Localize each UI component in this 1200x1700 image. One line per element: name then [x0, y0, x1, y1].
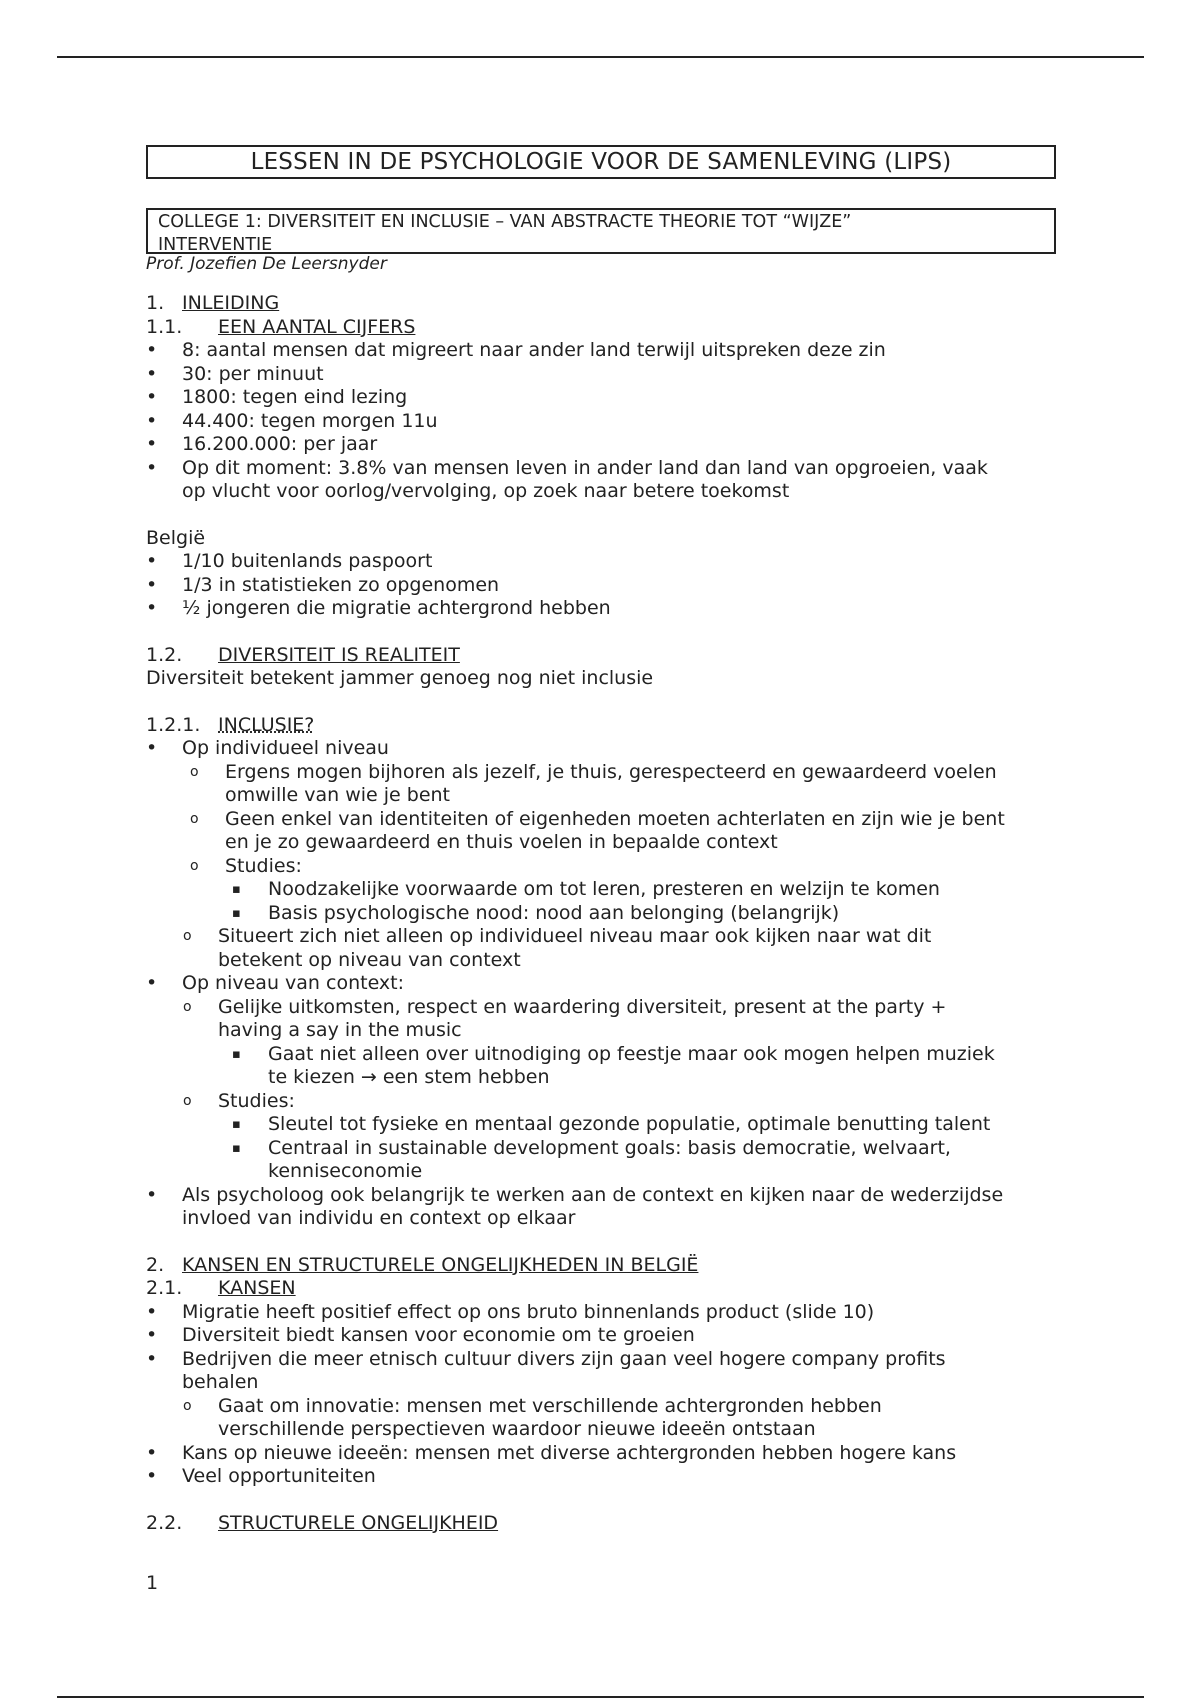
- top-rule: [57, 56, 1144, 58]
- heading-2-1: 2.1. KANSEN: [146, 1277, 296, 1299]
- page-number: 1: [146, 1572, 159, 1594]
- list-item: o Gelijke uitkomsten, respect en waardering diversiteit, present at the party + having a say in the music: [146, 996, 1056, 1043]
- document-title: LESSEN IN DE PSYCHOLOGIE VOOR DE SAMENLEVING (LIPS): [146, 145, 1056, 179]
- list-item: • Als psycholoog ook belangrijk te werken aan de context en kijken naar de wederzijdse invloed van individu en context op elkaar: [146, 1184, 1056, 1231]
- document-page: [146, 145, 1056, 1535]
- list-item: • 1/10 buitenlands paspoort: [146, 550, 1056, 574]
- heading-1-2-1: 1.2.1. INCLUSIE?: [146, 713, 315, 736]
- list-item: ▪ Noodzakelijke voorwaarde om tot leren, presteren en welzijn te komen: [146, 878, 1056, 902]
- author: Prof. Jozefien De Leersnyder: [146, 254, 387, 274]
- list-item: o Ergens mogen bijhoren als jezelf, je thuis, gerespecteerd en gewaardeerd voelen omwille van wie je bent: [146, 761, 1056, 808]
- list-item: ▪ Basis psychologische nood: nood aan belonging (belangrijk): [146, 902, 1056, 926]
- heading-1-2: 1.2. DIVERSITEIT IS REALITEIT: [146, 643, 460, 666]
- list-item: • Kans op nieuwe ideeën: mensen met diverse achtergronden hebben hogere kans: [146, 1442, 1056, 1466]
- bottom-rule: [57, 1696, 1144, 1698]
- belgie-list: [146, 550, 1056, 621]
- heading-2-2: 2.2. STRUCTURELE ONGELIJKHEID: [146, 1511, 499, 1534]
- heading-1: 1. INLEIDING: [146, 292, 280, 314]
- list-item: • Veel opportuniteiten: [146, 1465, 1056, 1489]
- heading-1-1: 1.1. EEN AANTAL CIJFERS: [146, 315, 416, 338]
- list-item: • Op niveau van context:: [146, 972, 1056, 996]
- list-item: ▪ Centraal in sustainable development goals: basis democratie, welvaart, kenniseconomie: [146, 1137, 1056, 1184]
- list-item: ▪ Gaat niet alleen over uitnodiging op feestje maar ook mogen helpen muziek te kiezen → een stem hebben: [146, 1043, 1056, 1090]
- belgie-label: België: [146, 526, 206, 549]
- kansen-list: [146, 1301, 1056, 1489]
- list-item: • Diversiteit biedt kansen voor economie om te groeien: [146, 1324, 1056, 1348]
- list-item: • 1/3 in statistieken zo opgenomen: [146, 574, 1056, 598]
- list-item: o Studies:: [146, 855, 1056, 879]
- list-item: o Gaat om innovatie: mensen met verschillende achtergronden hebben verschillende perspectieven waardoor nieuwe ideeën ontstaan: [146, 1395, 1056, 1442]
- lecture-title-box: [146, 208, 1056, 254]
- list-item: o Geen enkel van identiteiten of eigenheden moeten achterlaten en zijn wie je bent en je zo gewaardeerd en thuis voelen in bepaalde context: [146, 808, 1056, 855]
- list-item: • Op individueel niveau: [146, 737, 1056, 761]
- list-item: • 44.400: tegen morgen 11u: [146, 410, 1056, 434]
- list-item: o Studies:: [146, 1090, 1056, 1114]
- inclusie-list: [146, 737, 1056, 1231]
- list-item: ▪ Sleutel tot fysieke en mentaal gezonde populatie, optimale benutting talent: [146, 1113, 1056, 1137]
- list-item: • 1800: tegen eind lezing: [146, 386, 1056, 410]
- list-item: • 30: per minuut: [146, 363, 1056, 387]
- list-item: • Bedrijven die meer etnisch cultuur divers zijn gaan veel hogere company profits behalen: [146, 1348, 1056, 1395]
- list-item: o Situeert zich niet alleen op individueel niveau maar ook kijken naar wat dit betekent op niveau van context: [146, 925, 1056, 972]
- list-item: • ½ jongeren die migratie achtergrond hebben: [146, 597, 1056, 621]
- list-item: • Migratie heeft positief effect op ons bruto binnenlands product (slide 10): [146, 1301, 1056, 1325]
- list-item: • Op dit moment: 3.8% van mensen leven in ander land dan land van opgroeien, vaak op vlucht voor oorlog/vervolging, op zoek naar betere toekomst: [146, 457, 1056, 504]
- cijfers-list: [146, 339, 1056, 504]
- heading-1-2-text: Diversiteit betekent jammer genoeg nog niet inclusie: [146, 667, 654, 689]
- list-item: • 16.200.000: per jaar: [146, 433, 1056, 457]
- lecture-title-line-1: COLLEGE 1: DIVERSITEIT EN INCLUSIE – VAN ABSTRACTE THEORIE TOT “WIJZE”: [158, 212, 852, 232]
- list-item: • 8: aantal mensen dat migreert naar ander land terwijl uitspreken deze zin: [146, 339, 1056, 363]
- heading-2: 2. KANSEN EN STRUCTURELE ONGELIJKHEDEN IN BELGIË: [146, 1253, 699, 1276]
- lecture-title-line-2: INTERVENTIE: [158, 235, 273, 255]
